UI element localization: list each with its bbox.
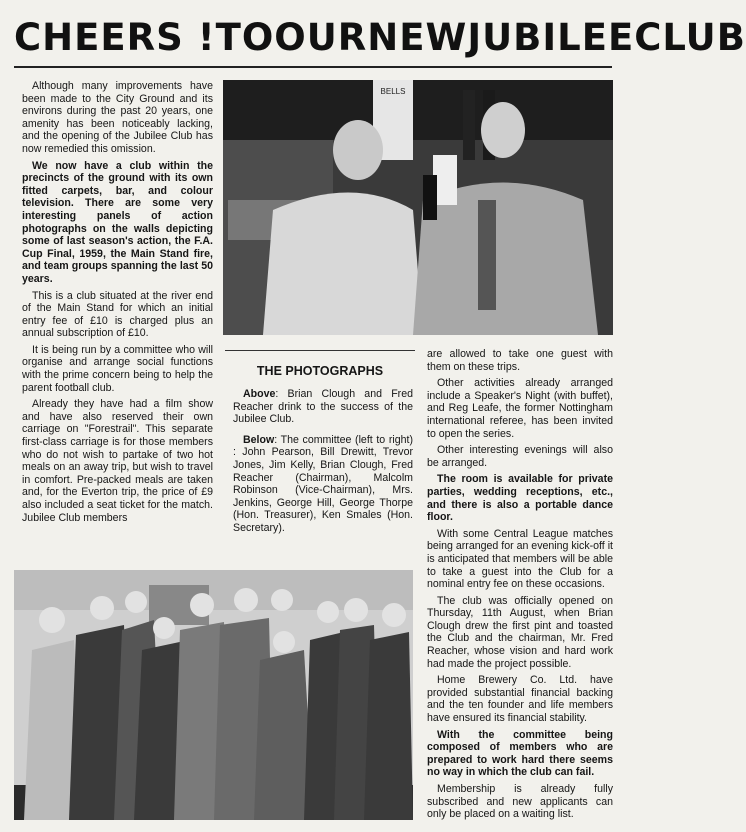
headline-word: CHEERS ! (14, 15, 216, 59)
paragraph: The room is available for private parties, wedding receptions, etc., and there is also a portable dance floor. (427, 473, 613, 524)
caption-above-label: Above (243, 388, 276, 400)
photo-committee-image (14, 570, 413, 820)
bells-sign: BELLS (380, 87, 406, 96)
section-title: THE PHOTOGRAPHS (256, 364, 384, 378)
section-rule (225, 350, 415, 351)
paragraph: Other activities already arranged include a Speaker's Night (with buffet), and Reg Leafe, the former Nottingham international referee, has been invited to open the series. (427, 377, 613, 440)
paragraph: It is being run by a committee who will organise and arrange social functions with the prime concern being to help the parent football club. (22, 343, 213, 394)
left-column (22, 80, 213, 528)
headline (14, 8, 746, 66)
paragraph: Other interesting evenings will also be arranged. (427, 444, 613, 469)
paragraph: are allowed to take one guest with them on these trips. (427, 348, 613, 373)
headline-word: NEW (367, 15, 468, 59)
caption-above-text: : Brian Clough and Fred Reacher drink to the success of the Jubilee Club. (233, 388, 413, 426)
headline-word: CLUB (634, 15, 746, 59)
photo-clough-reacher (223, 80, 613, 335)
paragraph: This is a club situated at the river end of the Main Stand for which an initial entry fee of £10 is charged plus an annual subscription of £10. (22, 289, 213, 340)
photo-committee (14, 570, 413, 820)
caption-below-text: : The committee (left to right) : John Pearson, Bill Drewitt, Trevor Jones, Jim Kelly, Brian Clough, Fred Reacher (Chairman), Malcolm Robinson (Vice-Chairman), Mrs. Jenkins, George Hill, George Thorpe (Hon. Treasurer), Ken Smales (Hon. Secretary). (233, 433, 413, 534)
headline-word: OUR (274, 15, 368, 59)
headline-word: TO (215, 15, 275, 59)
photographs-captions (233, 388, 413, 539)
caption-below (233, 434, 413, 535)
caption-below-label: Below (243, 433, 275, 446)
paragraph: With the committee being composed of members who are prepared to work hard there seems no way in which the club can fail. (427, 728, 613, 779)
paragraph: Already they have had a film show and have also reserved their own carriage on "Forestrail". This separate first-class carriage is for those members who do not wish to partake of two hot meals on an away trip, but wish to travel in comfort. Pre-packed meals are taken and, for the Everton trip, the price of £9 also included a seat ticket for the match. Jubilee Club members (22, 398, 213, 524)
headline-rule (14, 66, 612, 68)
paragraph: With some Central League matches being arranged for an evening kick-off it is anticipated that members will be able to take a guest into the Club for a nominal entry fee on these occasions. (427, 527, 613, 591)
paragraph: We now have a club within the precincts of the ground with its own fitted carpets, bar, and colour television. There are some very interesting panels of action photographs on the walls depicting some of last season's action, the F.A. Cup Final, 1959, the Main Stand fire, and team groups spanning the last 50 years. (22, 159, 213, 285)
paragraph: Home Brewery Co. Ltd. have provided substantial financial backing and the ten founder and life members have ensured its financial stability. (427, 674, 613, 725)
paragraph: Although many improvements have been made to the City Ground and its environs during the past 20 years, one amenity has been noticeably lacking, and the opening of the Jubilee Club has now remedied this omission. (22, 80, 213, 155)
headline-word: JUBILEE (467, 15, 635, 59)
photo-clough-reacher-image (223, 80, 613, 335)
paragraph: The club was officially opened on Thursday, 11th August, when Brian Clough drew the first pint and toasted the Club and the chairman, Mr. Fred Reacher, whose vision and hard work had made the project possible. (427, 594, 613, 670)
paragraph: Membership is already fully subscribed and new applicants can only be placed on a waiting list. (427, 783, 613, 821)
caption-above (233, 388, 413, 426)
right-column (427, 348, 613, 825)
